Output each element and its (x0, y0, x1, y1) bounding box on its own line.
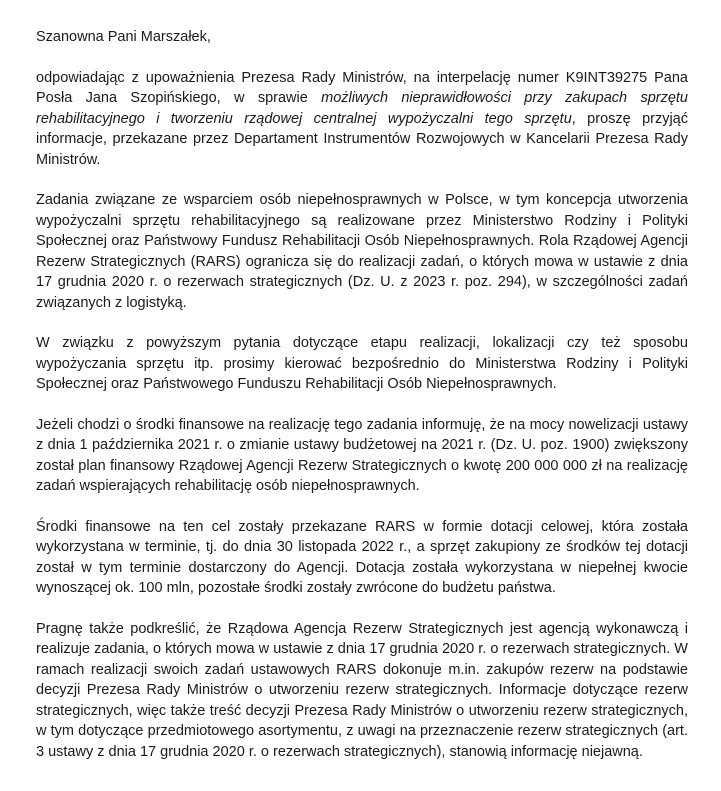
intro-text-start: odpowiadając z upoważnienia Prezesa Rady Ministrów, na interpelację numer K9INT39275 Pana Posła Jana Szopińskiego, w sprawie (36, 69, 688, 106)
paragraph-intro (36, 68, 688, 171)
paragraph-classified-info: Pragnę także podkreślić, że Rządowa Agencja Rezerw Strategicznych jest agencją wykonawczą i realizuje zadania, o których mowa w ustawie z dnia 17 grudnia 2020 r. o rezerwach strategicznych. W ramach realizacji swoich zadań ustawowych RARS dokonuje m.in. zakupów rezerw na podstawie decyzji Prezesa Rady Ministrów o utworzeniu rezerw strategicznych. Informacje dotyczące rezerw strategicznych, więc także treść decyzji Prezesa Rady Ministrów o utworzeniu rezerw strategicznych, w tym dotyczące przedmiotowego asortymentu, z uwagi na przeznaczenie rezerw strategicznych (art. 3 ustawy z dnia 17 grudnia 2020 r. o rezerwach strategicznych), stanowią informację niejawną. (36, 620, 688, 760)
intro-text-italic-subject: możliwych nieprawidłowości przy zakupach sprzętu rehabilitacyjnego i tworzeniu rządowej centralnej wypożyczalni tego sprzętu (36, 90, 688, 127)
intro-text-end: , proszę przyjąć informacje, przekazane przez Departament Instrumentów Rozwojowych w Kancelarii Prezesa Rady Ministrów. (36, 110, 688, 168)
salutation: Szanowna Pani Marszałek, (36, 29, 211, 45)
paragraph-funding: Jeżeli chodzi o środki finansowe na realizację tego zadania informuję, że na mocy nowelizacji ustawy z dnia 1 października 2021 r. o zmianie ustawy budżetowej na 2021 r. (Dz. U. poz. 1900) zwiększony został plan finansowy Rządowej Agencji Rezerw Strategicznych o kwotę 200 000 000 zł na realizację zadań wspierających rehabilitację osób niepełnosprawnych. (36, 416, 688, 494)
paragraph-redirect-questions: W związku z powyższym pytania dotyczące etapu realizacji, lokalizacji czy też sposobu wypożyczania sprzętu itp. prosimy kierować bezpośrednio do Ministerstwa Rodziny i Polityki Społecznej oraz Państwowego Funduszu Rehabilitacji Osób Niepełnosprawnych. (36, 335, 688, 392)
paragraph-spending: Środki finansowe na ten cel zostały przekazane RARS w formie dotacji celowej, która została wykorzystana w terminie, tj. do dnia 30 listopada 2022 r., a sprzęt zakupiony ze środków tej dotacji został w tym terminie dostarczony do Agencji. Dotacja została wykorzystana w niepełnej kwocie wynoszącej ok. 100 mln, pozostałe środki zostały zwrócone do budżetu państwa. (36, 518, 688, 596)
paragraph-tasks-responsibility: Zadania związane ze wsparciem osób niepełnosprawnych w Polsce, w tym koncepcja utworzenia wypożyczalni sprzętu rehabilitacyjnego są realizowane przez Ministerstwo Rodziny i Polityki Społecznej oraz Państwowy Fundusz Rehabilitacji Osób Niepełnosprawnych. Rola Rządowej Agencji Rezerw Strategicznych (RARS) ogranicza się do realizacji zadań, o których mowa w ustawie z dnia 17 grudnia 2020 r. o rezerwach strategicznych (Dz. U. z 2023 r. poz. 294), w szczególności zadań związanych z logistyką. (36, 192, 688, 311)
